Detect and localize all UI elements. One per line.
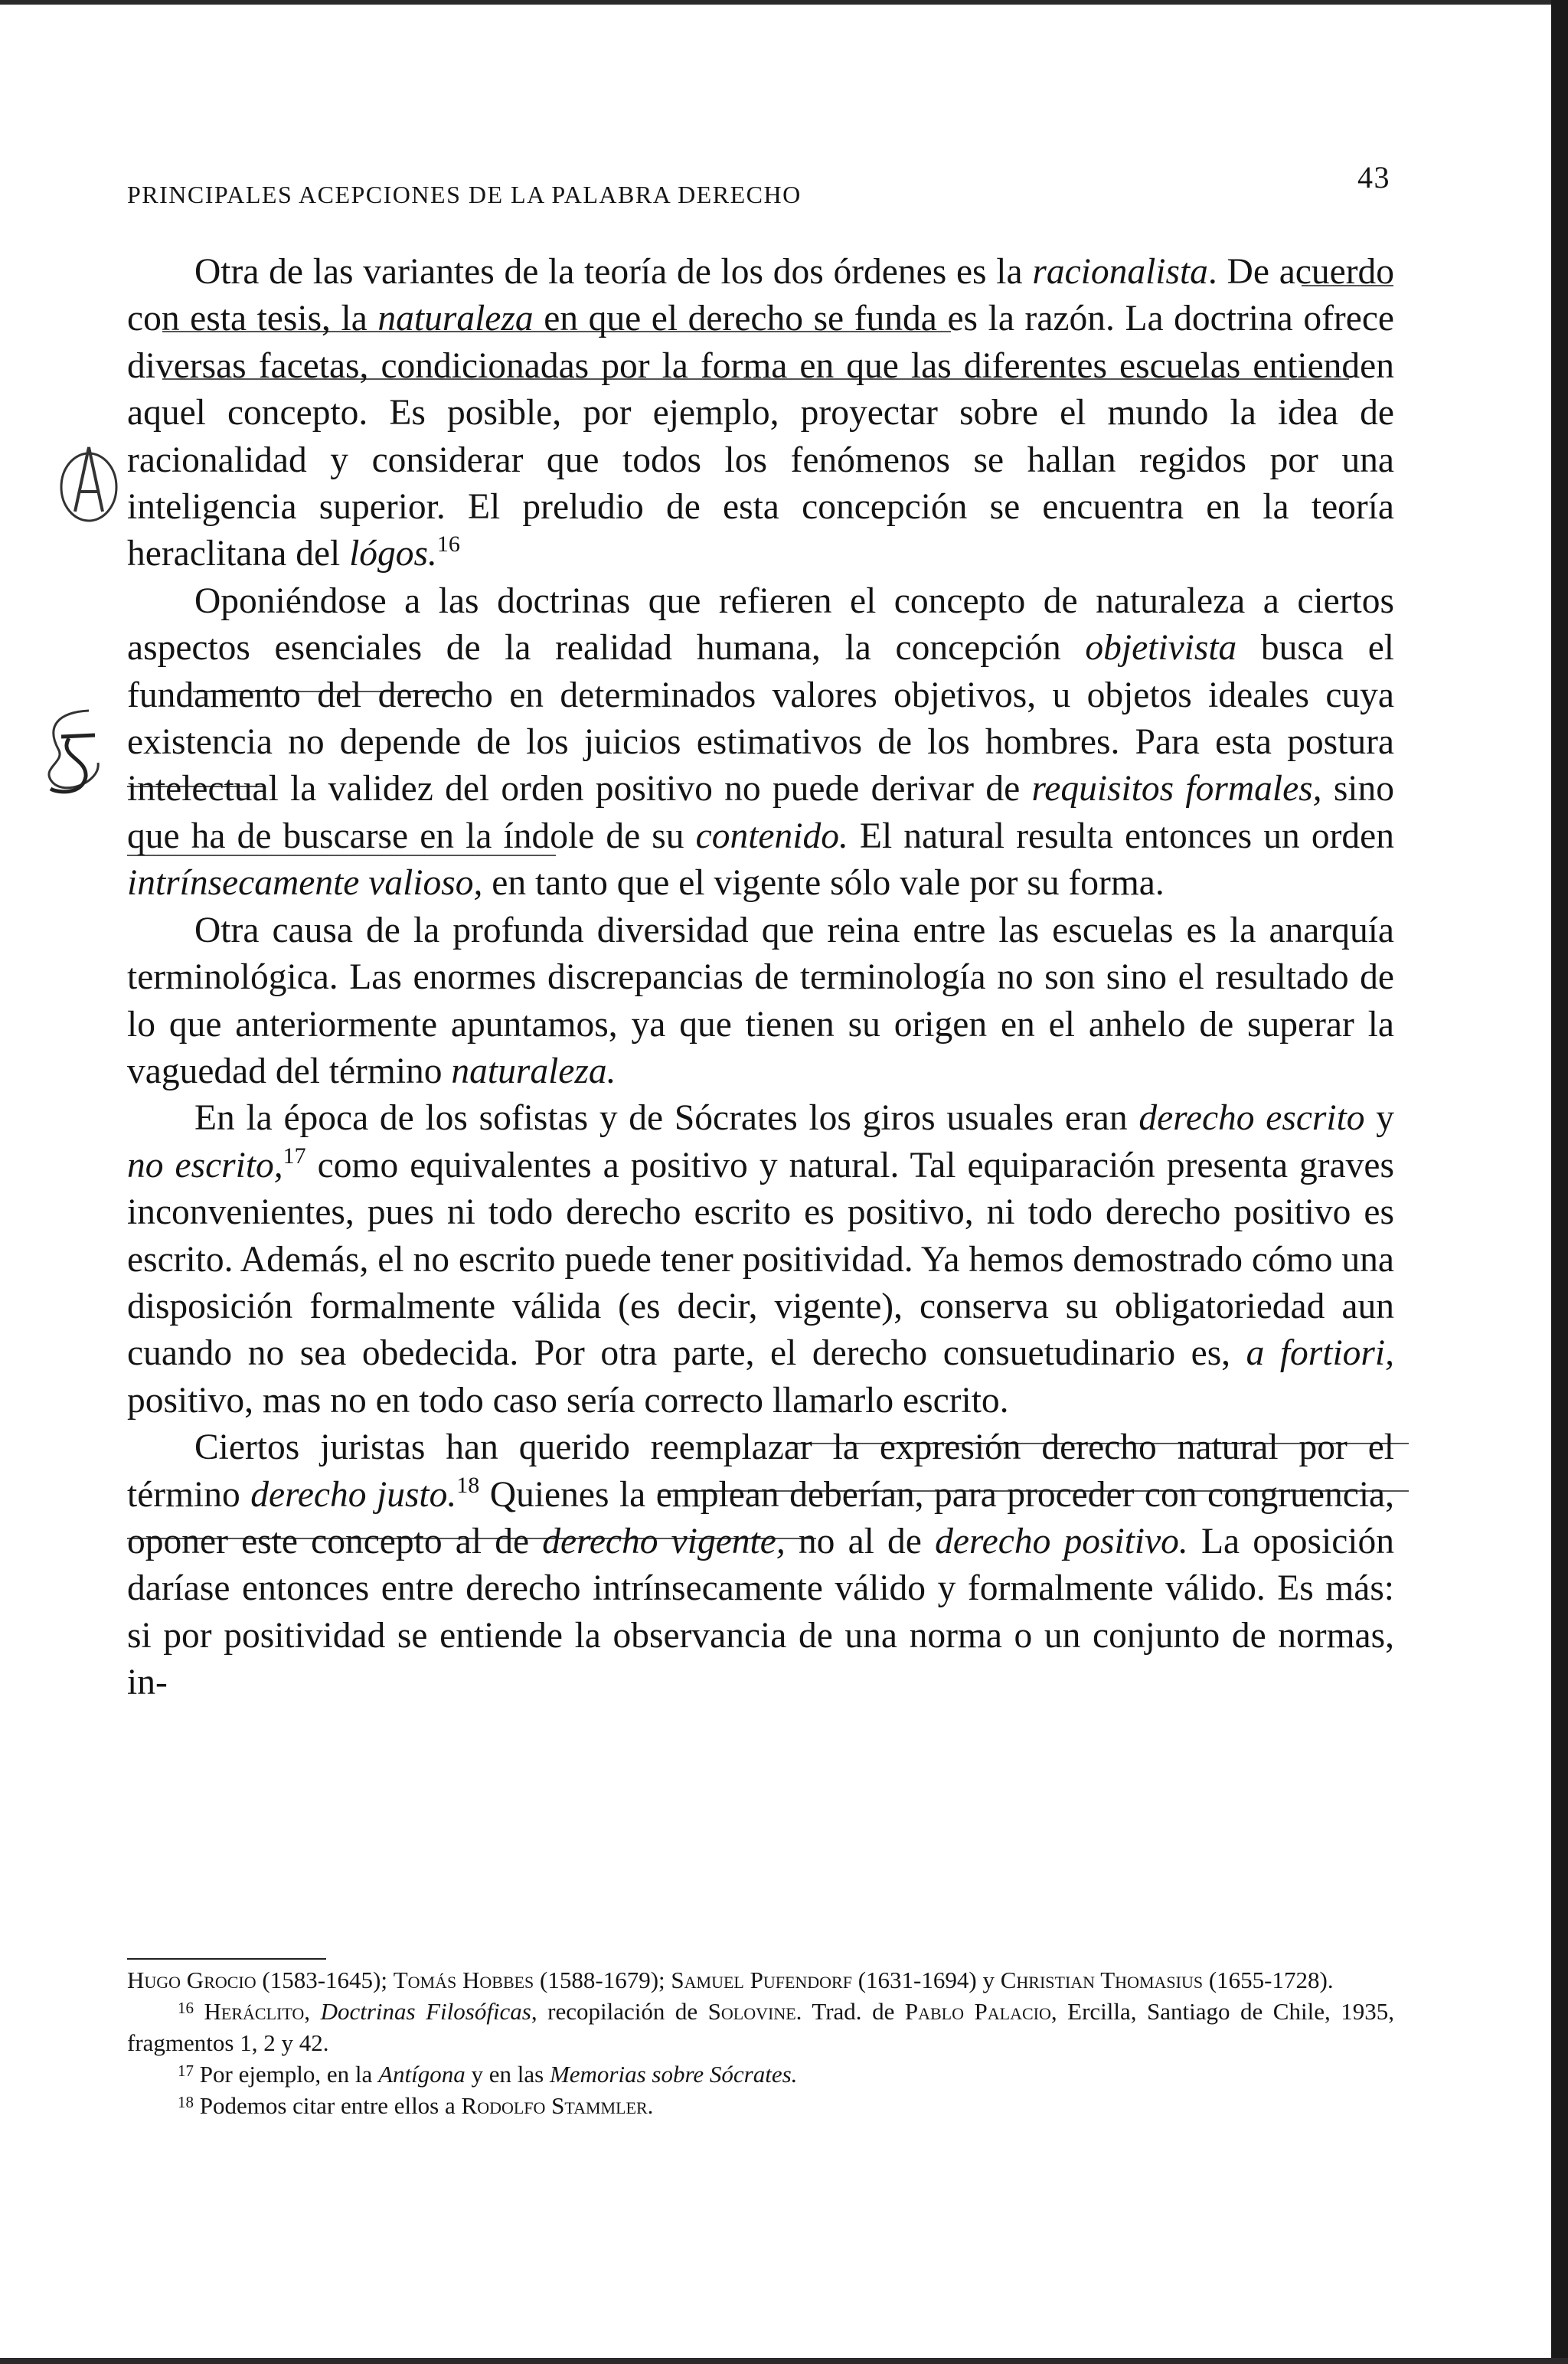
text-run: como equivalentes a positivo y natural. Tal equiparación presenta graves inconvenientes, pues ni todo derecho escrito es positivo, ni todo derecho positivo es escrito. Además, el no escrito puede tener positividad. Ya hemos demostrado cómo una disposición formalmente válida (es decir, vigente), conserva su obligatoriedad aun cuando no sea obedecida. Por otra parte, el derecho consuetudinario es, xyxy=(127,1145,1394,1374)
footnote-continuation xyxy=(127,1964,1394,1996)
author-name: Samuel Pufendorf xyxy=(671,1967,852,1993)
paragraph-racionalista xyxy=(127,249,1394,578)
footnote-rule xyxy=(127,1958,326,1960)
author-name: Heráclito xyxy=(204,1998,305,2025)
italic-term: derecho positivo. xyxy=(935,1521,1188,1561)
text-run: sino que ha de buscarse en la índole de su xyxy=(127,769,1395,856)
translator-name: Pablo Palacio xyxy=(904,1998,1051,2025)
text-run: (1588-1679); xyxy=(534,1967,671,1993)
italic-term: derecho escrito xyxy=(1138,1098,1365,1139)
text-run: La oposición daríase entonces entre derecho intrínsecamente válido y formalmente válido. Es más: si por positividad se entiende la observancia de una norma o un conjunto de normas, in- xyxy=(127,1521,1394,1703)
text-run: (1631-1694) y xyxy=(851,1967,1001,1993)
author-name: Christian Thomasius xyxy=(1000,1967,1204,1993)
text-run: Quienes la emplean deberían, para proceder con congruencia, oponer este concepto al de xyxy=(127,1474,1394,1561)
italic-term: contenido. xyxy=(695,816,848,856)
text-run: en que el derecho se funda es la razón. La doctrina ofrece diversas facetas, condicionadas por la forma en que las diferentes escuelas entienden aquel concepto. Es posible, por ejemplo, proyectar sobre el mundo la idea de racionalidad y considerar que todos los fenómenos se hallan regidos por una inteligencia superior. El preludio de esta concepción se encuentra en la teoría heraclitana del xyxy=(127,299,1394,574)
italic-term: no escrito, xyxy=(127,1145,283,1185)
work-title: Memorias sobre Sócrates. xyxy=(549,2061,798,2088)
italic-term: lógos. xyxy=(349,534,437,574)
work-title: Doctrinas Filosóficas xyxy=(320,1998,531,2025)
text-run: Ciertos juristas han querido reemplazar la expresión derecho natural por el término xyxy=(127,1427,1394,1515)
paragraph-objetivista xyxy=(127,578,1394,907)
paragraph-terminologia xyxy=(127,907,1394,1096)
text-run: (1583-1645); xyxy=(256,1967,394,1993)
text-run: Podemos citar entre ellos a xyxy=(199,2092,462,2119)
footnote-number: 18 xyxy=(178,2093,194,2111)
text-run: Otra causa de la profunda diversidad que reina entre las escuelas es la anarquía terminológica. Las enormes discrepancias de terminología no son sino el resultado de lo que anteriormente apuntamos, ya que tienen su origen en el anhelo de superar la vaguedad del término xyxy=(127,910,1394,1091)
text-run: El natural resulta entonces un orden xyxy=(848,816,1394,856)
text-run: no al de xyxy=(785,1521,936,1561)
footnotes xyxy=(127,1964,1394,2121)
text-run: en tanto que el vigente sólo vale por su forma. xyxy=(482,863,1165,904)
italic-term: intrínsecamente valioso, xyxy=(127,863,483,904)
svg-text:5: 5 xyxy=(66,749,81,783)
footnote-ref-17: 17 xyxy=(283,1143,306,1169)
italic-term: derecho vigente, xyxy=(542,1521,786,1561)
footnote-ref-16: 16 xyxy=(436,531,460,557)
footnote-number: 16 xyxy=(178,1999,194,2017)
italic-term: objetivista xyxy=(1085,628,1237,669)
italic-term: racionalista xyxy=(1032,252,1208,292)
footnote-number: 17 xyxy=(178,2062,194,2080)
text-run: , recopilación de xyxy=(531,1998,708,2025)
page-number: 43 xyxy=(1357,160,1390,195)
footnote-16 xyxy=(127,1996,1394,2058)
paragraph-sofistas xyxy=(127,1095,1394,1424)
text-run: y xyxy=(1364,1098,1394,1139)
running-title: PRINCIPALES ACEPCIONES DE LA PALABRA DERECHO xyxy=(127,181,802,208)
text-run: , xyxy=(304,1998,321,2025)
italic-term: derecho justo. xyxy=(250,1474,457,1515)
svg-text:A: A xyxy=(83,479,100,505)
author-name: Rodolfo Stammler. xyxy=(461,2092,654,2119)
italic-term: requisitos formales, xyxy=(1031,769,1322,809)
margin-annotation-a xyxy=(52,426,118,533)
italic-term: naturaleza. xyxy=(451,1051,616,1091)
text-run: En la época de los sofistas y de Sócrates los giros usuales eran xyxy=(194,1098,1139,1139)
scan-border-right xyxy=(1551,0,1568,2364)
author-name: Tomás Hobbes xyxy=(393,1967,534,1993)
body-text xyxy=(127,249,1394,1707)
author-name: Hugo Grocio xyxy=(127,1967,256,1993)
running-head xyxy=(127,160,1390,221)
text-run: Otra de las variantes de la teoría de los dos órdenes es la xyxy=(194,252,1033,292)
text-run: positivo, mas no en todo caso sería correcto llamarlo escrito. xyxy=(127,1380,1009,1421)
author-name: Solovine xyxy=(707,1998,796,2025)
footnote-17 xyxy=(127,2058,1394,2090)
footnote-ref-18: 18 xyxy=(456,1472,480,1498)
text-run: y en las xyxy=(465,2061,550,2088)
text-run: (1655-1728). xyxy=(1203,1967,1334,1993)
text-run: Oponiéndose a las doctrinas que refieren el concepto de naturaleza a ciertos aspectos esenciales de la realidad humana, la concepción xyxy=(127,580,1394,669)
italic-term: naturaleza xyxy=(377,299,534,339)
text-run: , Ercilla, Santiago de Chile, 1935, fragmentos 1, 2 y 42. xyxy=(127,1998,1394,2056)
italic-term: a fortiori, xyxy=(1246,1333,1394,1374)
text-run: Por ejemplo, en la xyxy=(199,2061,379,2088)
scan-border-top xyxy=(0,0,1568,5)
work-title: Antígona xyxy=(378,2061,466,2088)
text-run: . Trad. de xyxy=(795,1998,905,2025)
text-run: busca el fundamento del derecho en determinados valores objetivos, u objetos ideales cuya existencia no depende de los juicios estimativos de los hombres. Para esta postura intelectual la validez del orden positivo no puede derivar de xyxy=(127,628,1394,809)
margin-annotation-5 xyxy=(28,703,119,833)
footnote-18 xyxy=(127,2090,1394,2121)
paragraph-derecho-justo xyxy=(127,1424,1394,1706)
scan-border-bottom xyxy=(0,2358,1568,2364)
text-run: . De acuerdo con esta tesis, la xyxy=(127,252,1395,339)
